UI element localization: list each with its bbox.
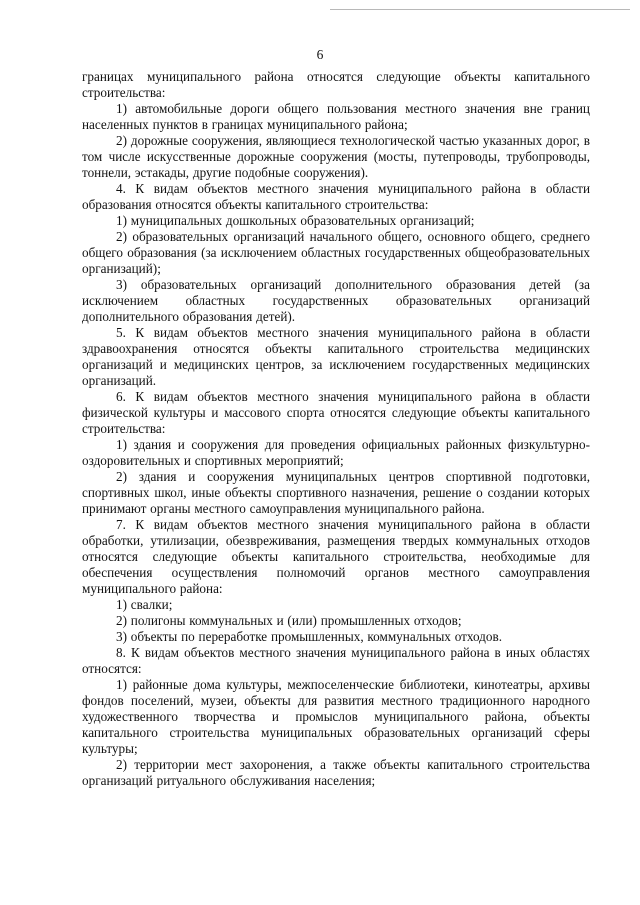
page-number: 6 (316, 47, 324, 62)
paragraph: 2) образовательных организаций начального общего, основного общего, среднего общего образования (за исключением областных государственных общеобразовательных организаций); (82, 229, 590, 276)
paragraph: 3) объекты по переработке промышленных, коммунальных отходов. (116, 629, 503, 644)
paragraph: 2) здания и сооружения муниципальных центров спортивной подготовки, спортивных школ, иные объекты спортивного назначения, решение о создании которых принимают органы местного самоуправления муниципального района. (82, 469, 590, 516)
paragraph: 2) полигоны коммунальных и (или) промышленных отходов; (116, 613, 462, 628)
paragraph: 1) свалки; (116, 597, 173, 612)
paragraph: 2) дорожные сооружения, являющиеся технологической частью указанных дорог, в том числе искусственные дорожные сооружения (мосты, путепроводы, трубопроводы, тоннели, эстакады, другие подобные сооружения). (82, 133, 590, 180)
paragraph: 1) здания и сооружения для проведения официальных районных физкультурно-оздоровительных и спортивных мероприятий; (82, 437, 590, 468)
paragraph: границах муниципального района относятся следующие объекты капитального строительства: (82, 69, 590, 100)
document-body (82, 69, 590, 789)
paragraph: 8. К видам объектов местного значения муниципального района в иных областях относятся: (82, 645, 590, 676)
paragraph: 4. К видам объектов местного значения муниципального района в области образования относятся объекты капитального строительства: (82, 181, 590, 212)
paragraph: 5. К видам объектов местного значения муниципального района в области здравоохранения относятся объекты капитального строительства медицинских организаций и медицинских центров, за исключением государственных медицинских организаций. (82, 325, 590, 388)
paragraph: 2) территории мест захоронения, а также объекты капитального строительства организаций ритуального обслуживания населения; (82, 757, 590, 788)
paragraph: 6. К видам объектов местного значения муниципального района в области физической культуры и массового спорта относятся следующие объекты капитального строительства: (82, 389, 590, 436)
scan-edge-line (330, 9, 630, 10)
paragraph: 3) образовательных организаций дополнительного образования детей (за исключением областных государственных образовательных организаций дополнительного образования детей). (82, 277, 590, 324)
paragraph: 7. К видам объектов местного значения муниципального района в области обработки, утилизации, обезвреживания, размещения твердых коммунальных отходов относятся следующие объекты капитального строительства, необходимые для обеспечения осуществления полномочий органов местного самоуправления муниципального района: (82, 517, 590, 596)
paragraph: 1) районные дома культуры, межпоселенческие библиотеки, кинотеатры, архивы фондов поселений, музеи, объекты для развития местного традиционного народного художественного творчества и промыслов муниципального района, объекты капитального строительства муниципальных образовательных организаций сферы культуры; (82, 677, 590, 756)
paragraph: 1) автомобильные дороги общего пользования местного значения вне границ населенных пунктов в границах муниципального района; (82, 101, 590, 132)
paragraph: 1) муниципальных дошкольных образовательных организаций; (116, 213, 475, 228)
